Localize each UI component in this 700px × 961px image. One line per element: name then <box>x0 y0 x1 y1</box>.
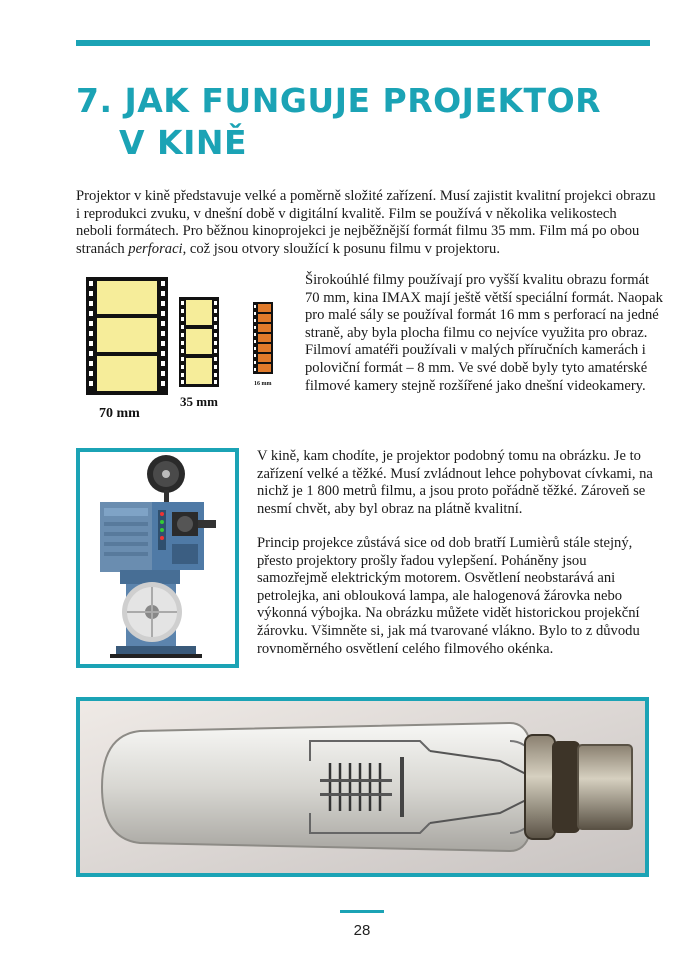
bottom-rule <box>340 910 384 913</box>
label-70mm: 70 mm <box>99 406 140 421</box>
projector-illustration <box>80 452 235 664</box>
paragraph-amateur: Filmoví amatéři používali v malých příručních kamerách i poloviční formát – 8 mm. Ve své době byly tyto amatérské filmové kamery stejně rozšířené jako dnešní videokamery. <box>305 342 648 394</box>
projection-bulb-image-frame <box>76 697 649 877</box>
film-strip-35mm <box>179 297 219 387</box>
label-35mm: 35 mm <box>180 394 218 409</box>
label-16mm: 16 mm <box>254 381 272 387</box>
page-title <box>76 80 601 164</box>
film-strip-70mm <box>86 277 168 395</box>
top-rule <box>76 40 650 46</box>
intro-paragraph <box>76 188 656 258</box>
film-formats-figure <box>76 272 286 432</box>
film-strip-16mm <box>253 302 273 374</box>
formats-text-block <box>305 272 665 395</box>
title-line-2: V KINĚ <box>119 123 248 162</box>
paragraph-principle: Princip projekce zůstává sice od dob bratří Lumièrů stále stejný, přesto projektory prošly řadou vylepšení. Poháněny jsou samozřejmě elektrickým motorem. Osvětlení neobstarává ani petrolejka, ani oblouková lampa, ale halogenová žárovka nebo výkonná výbojka. Na obrázku můžete vidět historickou projekční žárovku. Všimněte si, jak má tvarované vlákno. Bylo to z důvodu rovnoměrného osvětlení celého filmového okénka. <box>257 535 640 657</box>
projector-image-frame <box>76 448 239 668</box>
intro-text-after: , což jsou otvory sloužící k posunu filmu v projektoru. <box>182 240 500 257</box>
paragraph-projector: V kině, kam chodíte, je projektor podobný tomu na obrázku. Je to zařízení velké a těžké. Musí zvládnout lehce pohybovat cívkami, na nichž je 1 800 metrů filmu, a jsou proto pořádně těžké. Zároveň se nesmí chvět, aby byl obraz na plátně kvalitní. <box>257 448 653 517</box>
intro-text-before: Projektor v kině představuje velké a poměrně složité zařízení. Musí zajistit kvalitní projekci obrazu i reprodukci zvuku, v dnešní době v digitální kvalitě. Film se používá v několika velikostech neboli formátech. Pro běžnou kinoprojekci je nejběžnější formát filmu 35 mm. Film má po obou stranách <box>76 188 656 257</box>
intro-italic-term: perforaci <box>128 240 183 257</box>
paragraph-formats: Širokoúhlé filmy používají pro vyšší kvalitu obrazu formát 70 mm, kina IMAX mají ještě větší speciální formát. Naopak pro malé sály se používal formát 16 mm s perforací na jedné straně, aby byla plocha filmu co nejvíce využita pro obraz. <box>305 272 663 341</box>
page-number: 28 <box>353 922 371 939</box>
projection-bulb-illustration <box>80 701 645 873</box>
title-line-1: 7. JAK FUNGUJE PROJEKTOR <box>76 81 602 120</box>
